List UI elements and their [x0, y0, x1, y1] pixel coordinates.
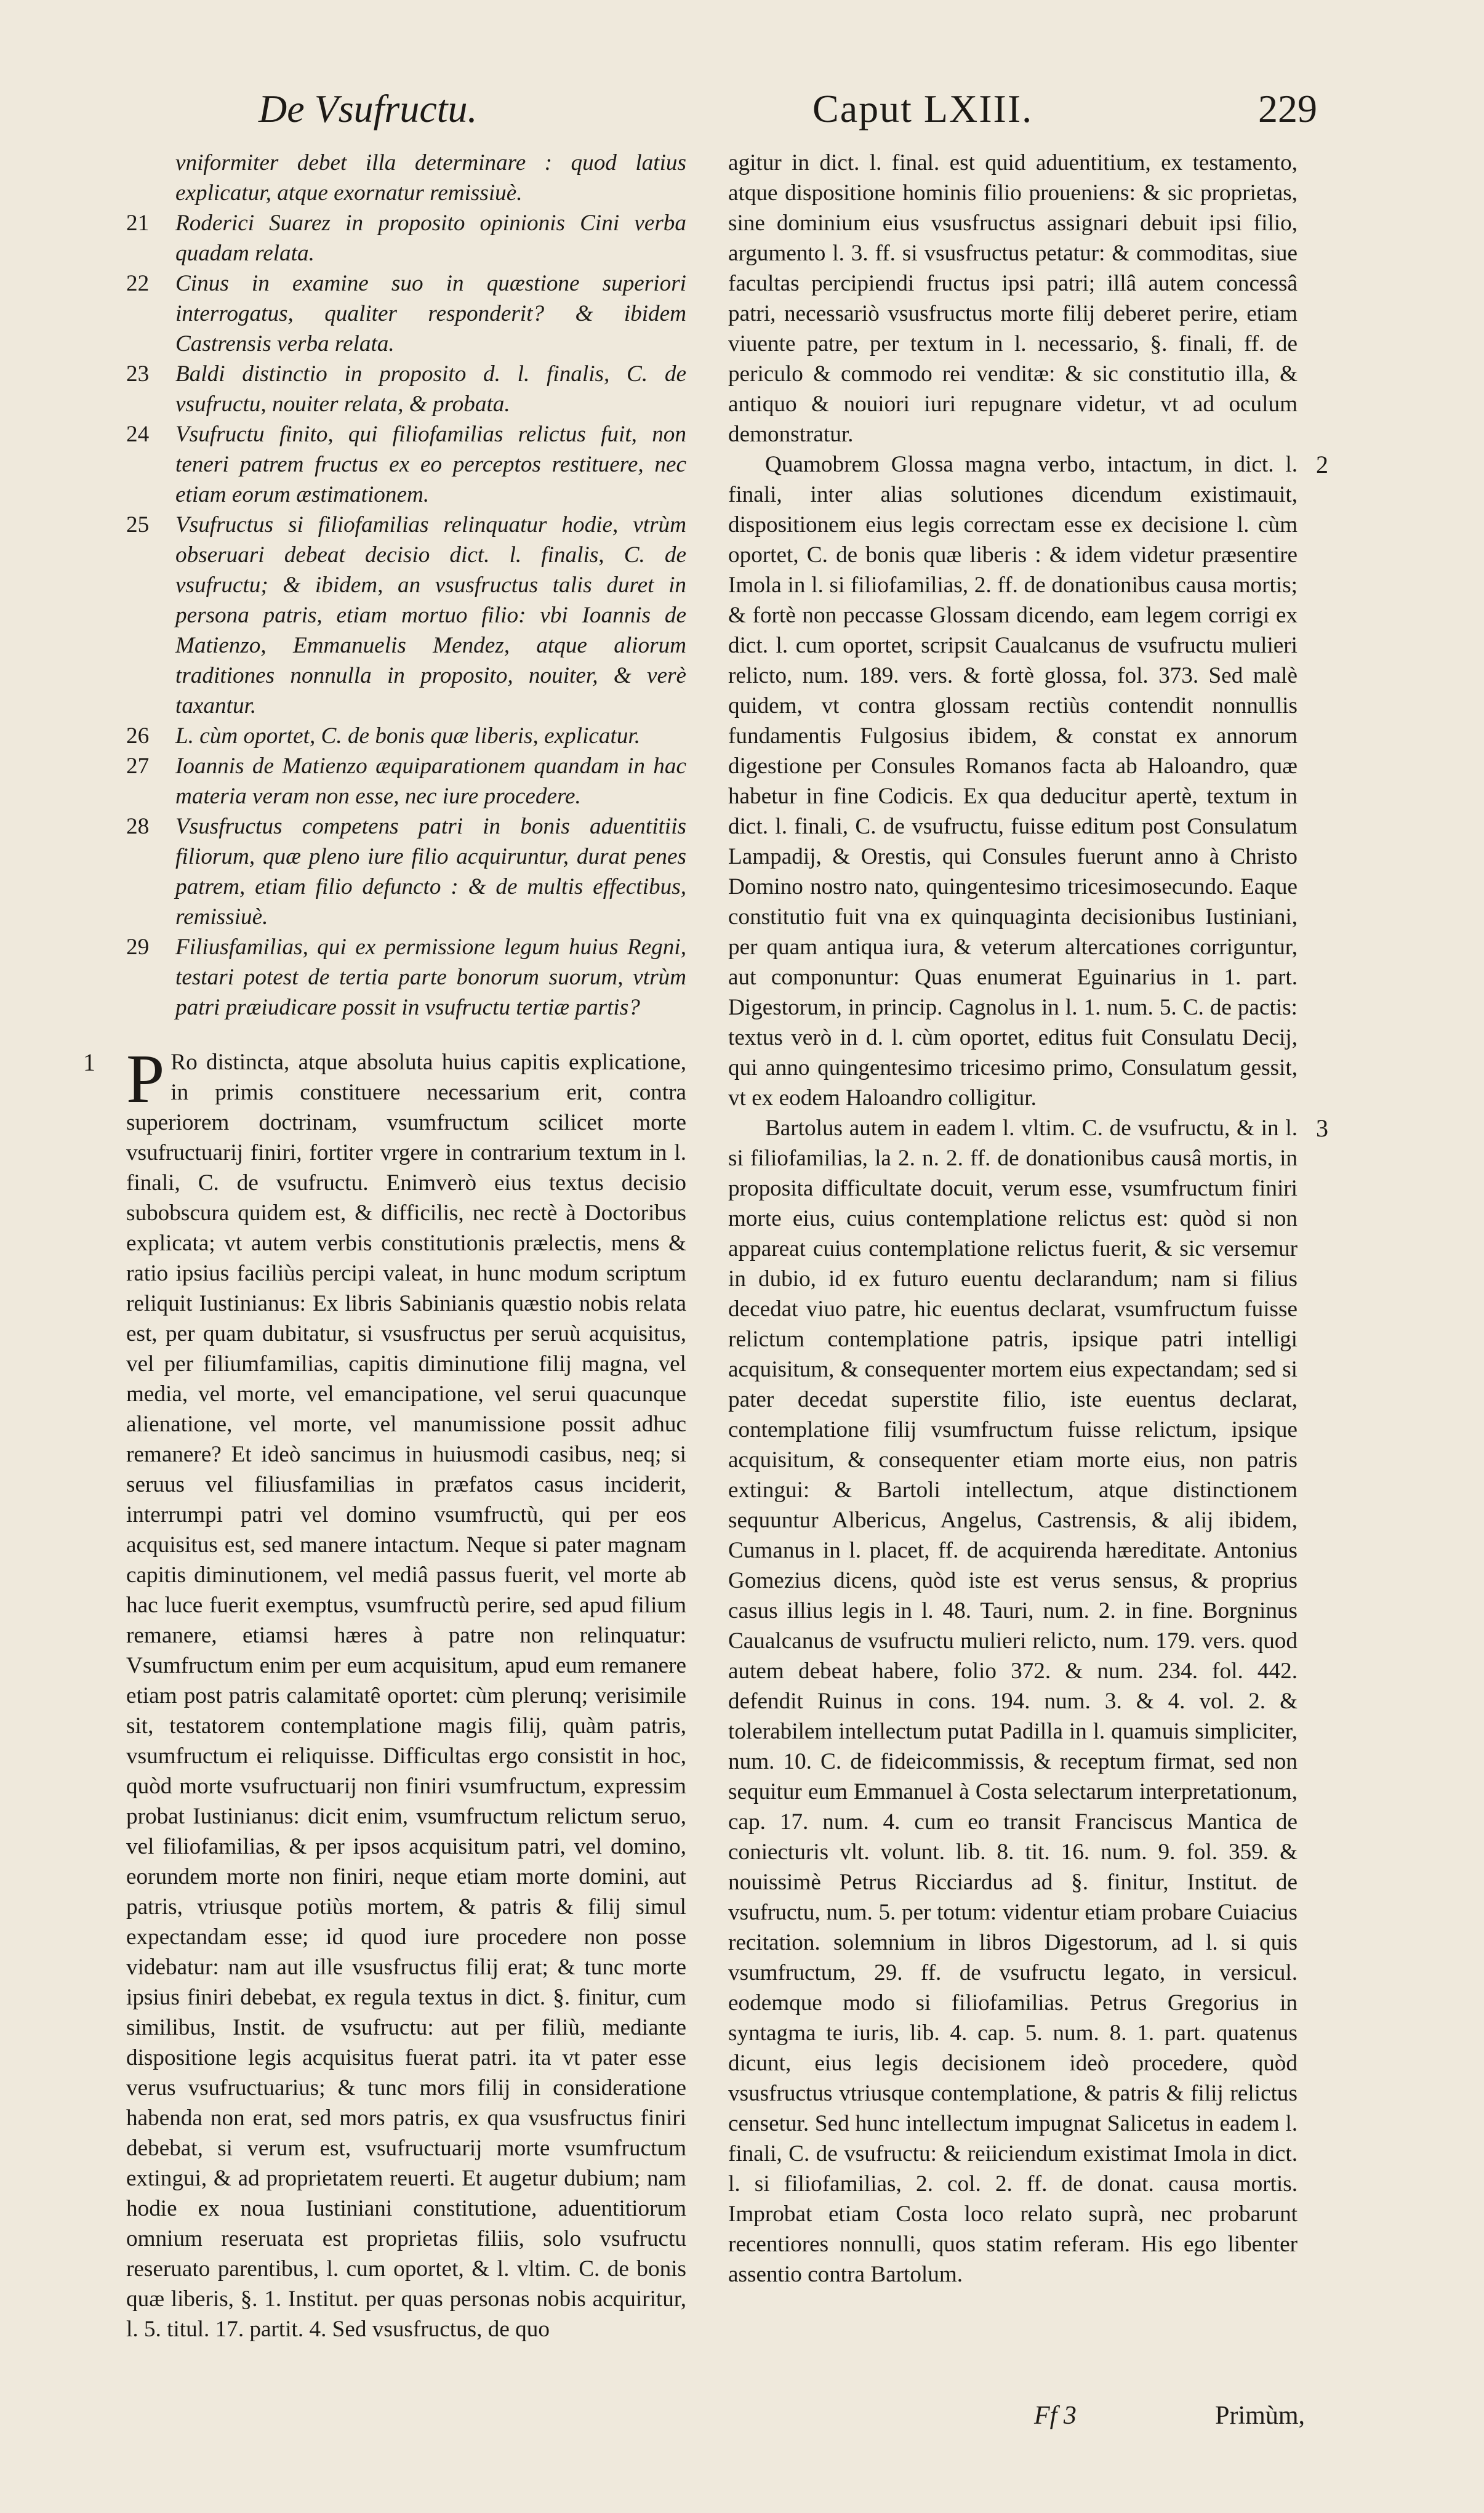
summary-text: Baldi distinctio in proposito d. l. finalis, C. de vsufructu, nouiter relata, & probata.	[175, 361, 686, 417]
summary-text: Vsufructu finito, qui filiofamilias relictus fuit, non teneri patrem fructus ex eo perceptos restituere, nec etiam eorum æstimationem.	[175, 422, 686, 507]
body-paragraph-2	[728, 449, 1328, 1113]
page-number: 229	[1258, 87, 1317, 131]
summary-text: Cinus in examine suo in quæstione superiori interrogatus, qualiter responderit? & ibidem Castrensis verba relata.	[175, 271, 686, 356]
summary-item	[126, 208, 686, 268]
signature-mark: Ff 3	[1034, 2402, 1077, 2430]
body-paragraph-3	[728, 1113, 1328, 2290]
right-column	[728, 148, 1328, 2290]
summary-item	[126, 510, 686, 721]
summary-text: Filiusfamilias, qui ex permissione legum huius Regni, testari potest de tertia parte bonorum suorum, vtrùm patri præiudicare possit in vsufructu tertiæ partis?	[175, 935, 686, 1020]
summary-number: 27	[126, 754, 150, 779]
summary-item	[126, 932, 686, 1023]
header-title: De Vsufructu.	[259, 87, 478, 131]
running-header	[259, 86, 1317, 154]
summary-text: vniformiter debet illa determinare : quod latius explicatur, atque exornatur remissiuè.	[175, 150, 686, 206]
margin-number: 1	[83, 1048, 95, 1076]
summary-text: Ioannis de Matienzo æquiparationem quandam in hac materia veram non esse, nec iure procedere.	[175, 754, 686, 809]
summary-text: Vsufructus si filiofamilias relinquatur hodie, vtrùm obseruari debeat decisio dict. l. finalis, C. de vsufructu; & ibidem, an vsusfructus talis duret in persona patris, etiam mortuo filio: vbi Ioannis de Matienzo, Emmanuelis Mendez, atque aliorum traditiones nonnulla in proposito, nouiter, & verè taxantur.	[175, 512, 686, 718]
summary-number: 21	[126, 211, 150, 236]
summary-item	[126, 268, 686, 359]
body-text: agitur in dict. l. final. est quid aduentitium, ex testamento, atque dispositione hominis filio proueniens: & sic proprietas, sine dominium eius vsusfructus assignari debuit ipsi filio, argumento l. 3. ff. si vsusfructus petatur: & commoditas, siue facultas percipiendi fructus ipsi patri; illâ autem concessâ patri, necessariò vsusfructus morte filij deberet perire, etiam viuente patre, per textum in l. necessario, §. finali, ff. de periculo & commodo rei venditæ: & sic constitutio illa, & antiquo & nouiori iuri repugnare videtur, vt ad oculum demonstratur.	[728, 150, 1297, 447]
summary-number: 28	[126, 814, 150, 839]
summary-text: Vsusfructus competens patri in bonis aduentitiis filiorum, quæ pleno iure filio acquiruntur, durat penes patrem, etiam filio defuncto : & de multis effectibus, remissiuè.	[175, 814, 686, 930]
summary-item	[126, 359, 686, 419]
summary-text: Roderici Suarez in proposito opinionis Cini verba quadam relata.	[175, 211, 686, 266]
summary-number: 25	[126, 512, 150, 537]
summary-number: 22	[126, 271, 150, 296]
catchword: Primùm,	[1215, 2402, 1305, 2430]
summary-number: 23	[126, 361, 150, 387]
body-paragraph-1	[83, 1041, 686, 2344]
body-text: Bartolus autem in eadem l. vltim. C. de vsufructu, & in l. si filiofamilias, la 2. n. 2. ff. de donationibus causâ mortis, in proposita difficultate docuit, verum esse, vsumfructum finiri morte eius, cuius contemplatione relictus est: quòd si non appareat cuius contemplatione relictus fuerit, & sic versemur in dubio, id ex futuro euentu declarandum; nam si filius decedat viuo patre, hic euentus declarat, vsumfructum fuisse relictum contemplatione patris, ipsique patri intelligi acquisitum, & consequenter mortem eius expectandam; sed si pater decedat superstite filio, iste euentus declarat, contemplatione filij vsumfructum fuisse relictum, ipsique acquisitum, & consequenter etiam morte eius, non patris extingui: & Bartoli intellectum, atque distinctionem sequuntur Albericus, Angelus, Castrensis, & alij ibidem, Cumanus in l. placet, ff. de acquirenda hæreditate. Antonius Gomezius dicens, quòd iste est verus sensus, & proprius casus illius legis in l. 48. Tauri, num. 2. in fine. Borgninus Caualcanus de vsufructu mulieri relicto, num. 179. vers. quod autem debeat habere, folio 372. & num. 234. fol. 442. defendit Ruinus in cons. 194. num. 3. & 4. vol. 2. & tolerabilem intellectum putat Padilla in l. quamuis simpliciter, num. 10. C. de fideicommissis, & receptum firmat, sed non sequitur eum Emmanuel à Costa selectarum interpretationum, cap. 17. num. 4. cum eo transit Franciscus Mantica de coniecturis vlt. volunt. lib. 8. tit. 16. num. 9. fol. 359. & nouissimè Petrus Ricciardus ad §. finitur, Institut. de vsufructu, num. 5. per totum: videntur etiam probare Cuiacius recitation. solemnium in libros Digestorum, ad l. si quis vsumfructum, 29. ff. de vsufructu legato, in versicul. eodemque modo si filiofamilias. Petrus Gregorius in syntagma te iuris, lib. 4. cap. 5. num. 8. 1. part. quatenus dicunt, eius legis decisionem ideò procedere, quòd vsusfructus vtriusque contemplatione, & patris & filij relictus censetur. Sed hunc intellectum impugnat Salicetus in eadem l. finali, C. de vsufructu: & reiiciendum existimat Imola in dict. l. si filiofamilias, 2. col. 2. ff. de donat. causa mortis. Improbat etiam Costa loco relato suprà, nec probarunt recentiores nonnulli, quos statim referam. His ego libenter assentio contra Bartolum.	[728, 1116, 1297, 2287]
body-text: Ro distincta, atque absoluta huius capitis explicatione, in primis constituere necessarium erit, contra superiorem doctrinam, vsumfructum scilicet morte vsufructuarij finiri, fortiter vrgere in contrarium textum in l. finali, C. de vsufructu. Enimverò eius textus decisio subobscura quidem est, & difficilis, nec rectè à Doctoribus explicata; vt autem verbis constitutionis prælectis, mens & ratio ipsius faciliùs percipi valeat, in hunc modum scriptum reliquit Iustinianus: Ex libris Sabinianis quæstio nobis relata est, per quam dubitatur, si vsusfructus per seruù acquisitus, vel per filiumfamilias, capitis diminutione filij magna, vel media, vel morte, vel emancipatione, vel serui quacunque alienatione, vel morte, vel manumissione possit adhuc remanere? Et ideò sancimus in huiusmodi casibus, neq; si seruus vel filiusfamilias in præfatos casus inciderit, interrumpi patri vel domino vsumfructù, qui per eos acquisitus est, sed manere intactum. Neque si pater magnam capitis diminutionem, vel mediâ passus fuerit, vel morte ab hac luce fuerit exemptus, vsumfructù perire, sed apud filium remanere, etiamsi hæres à patre non relinquatur: Vsumfructum enim per eum acquisitum, apud eum remanere etiam post patris calamitatê oportet: cùm plerunq; verisimile sit, testatorem contemplatione magis filij, quàm patris, vsumfructum ei reliquisse. Difficultas ergo consistit in hoc, quòd morte vsufructuarij non finiri vsumfructum, expressim probat Iustinianus: dicit enim, vsumfructum relictum seruo, vel filiofamilias, & per ipsos acquisitum patri, vel domino, eorundem morte non finiri, neque etiam morte domini, aut patris, vtriusque potiùs mortem, & patris & filij simul expectandam esse; id quod iure procedere non posse videbatur: nam aut ille vsusfructus filij erat; & tunc morte ipsius finiri debebat, ex regula textus in dict. §. finitur, cum similibus, Instit. de vsufructu: aut per filiù, mediante dispositione legis acquisitus fuerat patri. ita vt pater esse verus vsufructuarius; & tunc mors filij in consideratione habenda non erat, sed mors patris, ex qua vsusfructus finiri debebat, si verum est, vsufructuarij morte vsumfructum extingui, & ad proprietatem reuerti. Et augetur dubium; nam hodie ex noua Iustiniani constitutione, aduentitiorum omnium reseruata est proprietas filiis, solo vsufructu reseruato parentibus, l. cum oportet, & l. vltim. C. de bonis quæ liberis, §. 1. Institut. per quas personas nobis acquiritur, l. 5. titul. 17. partit. 4. Sed vsusfructus, de quo	[126, 1050, 686, 2342]
body-text: Quamobrem Glossa magna verbo, intactum, in dict. l. finali, inter alias solutiones dicendum existimauit, dispositionem eius legis correctam esse ex decisione l. cùm oportet, C. de bonis quæ liberis : & idem videtur præsentire Imola in l. si filiofamilias, 2. ff. de donationibus causa mortis; & fortè non peccasse Glossam dicendo, eam legem corrigi ex dict. l. cum oportet, scripsit Caualcanus de vsufructu mulieri relicto, num. 189. vers. & fortè glossa, fol. 373. Sed malè quidem, vt contra glossam rectiùs contendit nonnullis fundamentis Fulgosius ibidem, & constat ex annorum digestione per Consules Romanos facta ab Haloandro, quæ habetur in fine Codicis. Ex qua deducitur apertè, textum in dict. l. finali, C. de vsufructu, fuisse editum post Consulatum Lampadij, & Orestis, qui Consules fuerunt anno à Christo Domino nostro nato, quingentesimo tricesimosecundo. Eaque constitutio fuit vna ex quinquaginta decisionibus Iustiniani, per quam antiqua iura, & veterum altercationes corriguntur, aut componuntur: Quas enumerat Eguinarius in 1. part. Digestorum, in princip. Cagnolus in l. 1. num. 5. C. de pactis: textus verò in d. l. cùm oportet, editus fuit Consulatu Decij, qui anno quingentesimo tricesimo primo, Consulatum gessit, vt ex eodem Haloandro colligitur.	[728, 452, 1297, 1111]
summary-text: L. cùm oportet, C. de bonis quæ liberis, explicatur.	[175, 723, 641, 749]
body-paragraph-continued	[728, 148, 1297, 449]
drop-cap: P	[126, 1041, 165, 1117]
summary-item	[126, 419, 686, 510]
page-footer	[985, 2401, 1305, 2438]
margin-number: 2	[1316, 451, 1328, 478]
summary-item	[126, 148, 686, 208]
summary-item	[126, 811, 686, 932]
margin-number: 3	[1316, 1114, 1328, 1142]
summary-number: 24	[126, 422, 150, 447]
summary-item	[126, 721, 686, 751]
chapter-summary	[126, 148, 686, 1023]
summary-number: 29	[126, 935, 150, 960]
left-column	[83, 148, 686, 2344]
summary-item	[126, 751, 686, 811]
summary-number: 26	[126, 723, 150, 749]
header-chapter: Caput LXIII.	[812, 87, 1033, 131]
